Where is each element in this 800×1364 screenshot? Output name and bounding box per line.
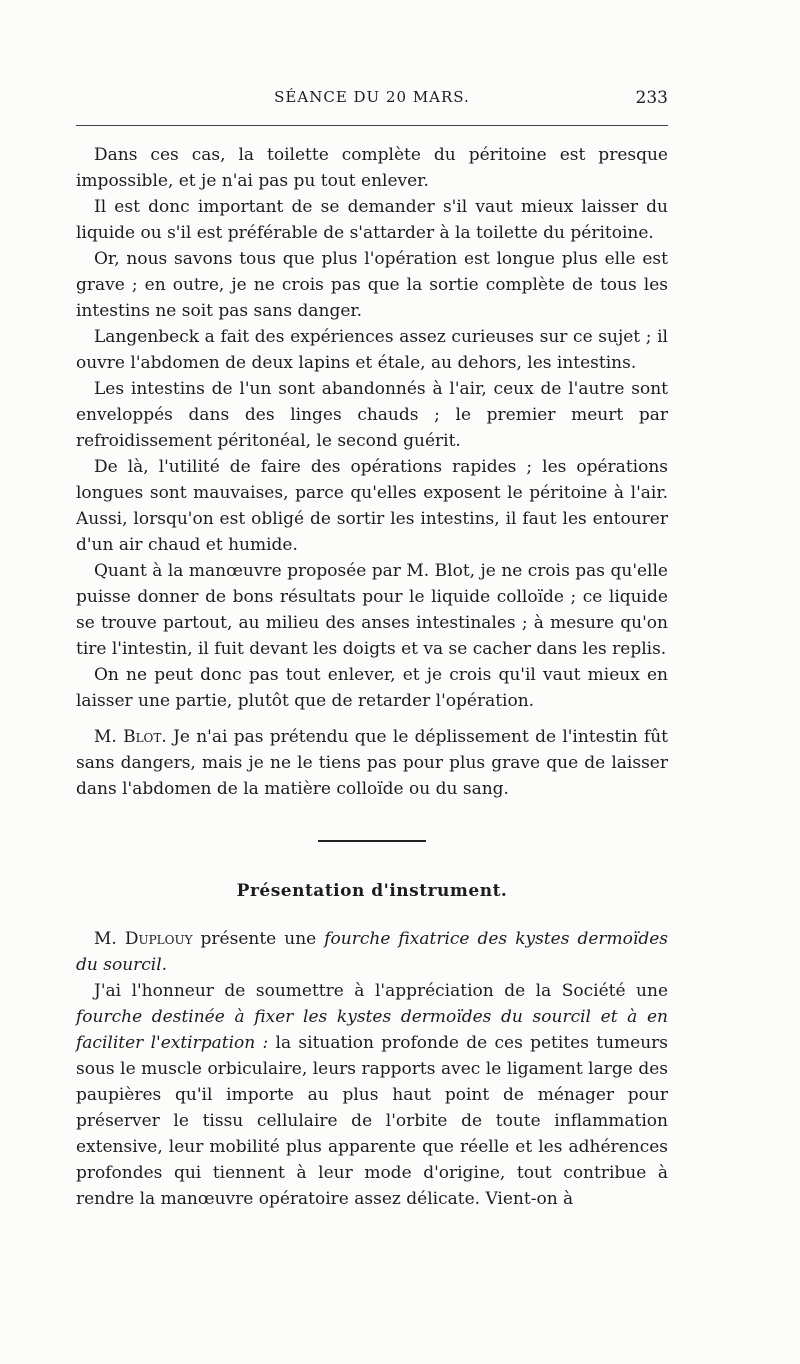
speaker-name: Blot [123, 727, 162, 747]
paragraph: Or, nous savons tous que plus l'opération est longue plus elle est grave ; en outre, je ne crois pas que la sortie complète de tous les intestins ne soit pas sans danger. [76, 249, 668, 321]
reply-text: . Je n'ai pas prétendu que le déplissement de l'intestin fût sans dangers, mais je ne le tiens pas pour plus grave que de laisser dans l'abdomen de la matière colloïde ou du sang. [76, 727, 668, 799]
paragraph: Langenbeck a fait des expériences assez curieuses sur ce sujet ; il ouvre l'abdomen de deux lapins et étale, au dehors, les intestins. [76, 327, 668, 373]
duplouy-body [76, 978, 668, 1212]
paragraph: Il est donc important de se demander s'il vaut mieux laisser du liquide ou s'il est préférable de s'attarder à la toilette du péritoine. [76, 197, 668, 243]
paragraph: De là, l'utilité de faire des opérations rapides ; les opérations longues sont mauvaises, parce qu'elles exposent le péritoine à l'air. Aussi, lorsqu'on est obligé de sortir les intestins, il faut les entourer d'un air chaud et humide. [76, 457, 668, 555]
duplouy-intro [76, 926, 668, 978]
speaker-name: Duplouy [124, 929, 193, 949]
section-title: Présentation d'instrument. [236, 881, 508, 901]
header-rule [76, 125, 668, 126]
paragraph: Les intestins de l'un sont abandonnés à l'air, ceux de l'autre sont enveloppés dans des linges chauds ; le premier meurt par refroidissement péritonéal, le second guérit. [76, 379, 668, 451]
body-text [76, 142, 668, 1212]
blot-reply [76, 724, 668, 802]
page-number: 233 [635, 88, 668, 108]
running-head: SÉANCE DU 20 MARS. [274, 88, 470, 106]
section-divider [318, 840, 426, 842]
speaker-prefix: M. [94, 929, 125, 949]
body-lead: J'ai l'honneur de soumettre à l'appréciation de la Société une [94, 981, 668, 1001]
instrument-title: fourche fixatrice des kystes dermoïdes du sourcil. [76, 929, 668, 975]
paragraph: On ne peut donc pas tout enlever, et je crois qu'il vaut mieux en laisser une partie, plutôt que de retarder l'opération. [76, 665, 668, 711]
page-header [76, 88, 668, 112]
body-rest: la situation profonde de ces petites tumeurs sous le muscle orbiculaire, leurs rapports avec le ligament large des paupières qu'il importe au plus haut point de ménager pour préserver le tissu cellulaire de l'orbite de toute inflammation extensive, leur mobilité plus apparente que réelle et les adhérences profondes qui tiennent à leur mode d'origine, tout contribue à rendre la manœuvre opératoire assez délicate. Vient-on à [76, 1033, 668, 1209]
intro-text: présente une [192, 929, 325, 949]
body-italic: fourche destinée à fixer les kystes dermoïdes du sourcil et à en faciliter l'extirpation : [76, 1007, 668, 1053]
speaker-prefix: M. [94, 727, 124, 747]
paragraph: Dans ces cas, la toilette complète du péritoine est presque impossible, et je n'ai pas pu tout enlever. [76, 145, 668, 191]
paragraph: Quant à la manœuvre proposée par M. Blot, je ne crois pas qu'elle puisse donner de bons résultats pour le liquide colloïde ; ce liquide se trouve partout, au milieu des anses intestinales ; à mesure qu'on tire l'intestin, il fuit devant les doigts et va se cacher dans les replis. [76, 561, 668, 659]
